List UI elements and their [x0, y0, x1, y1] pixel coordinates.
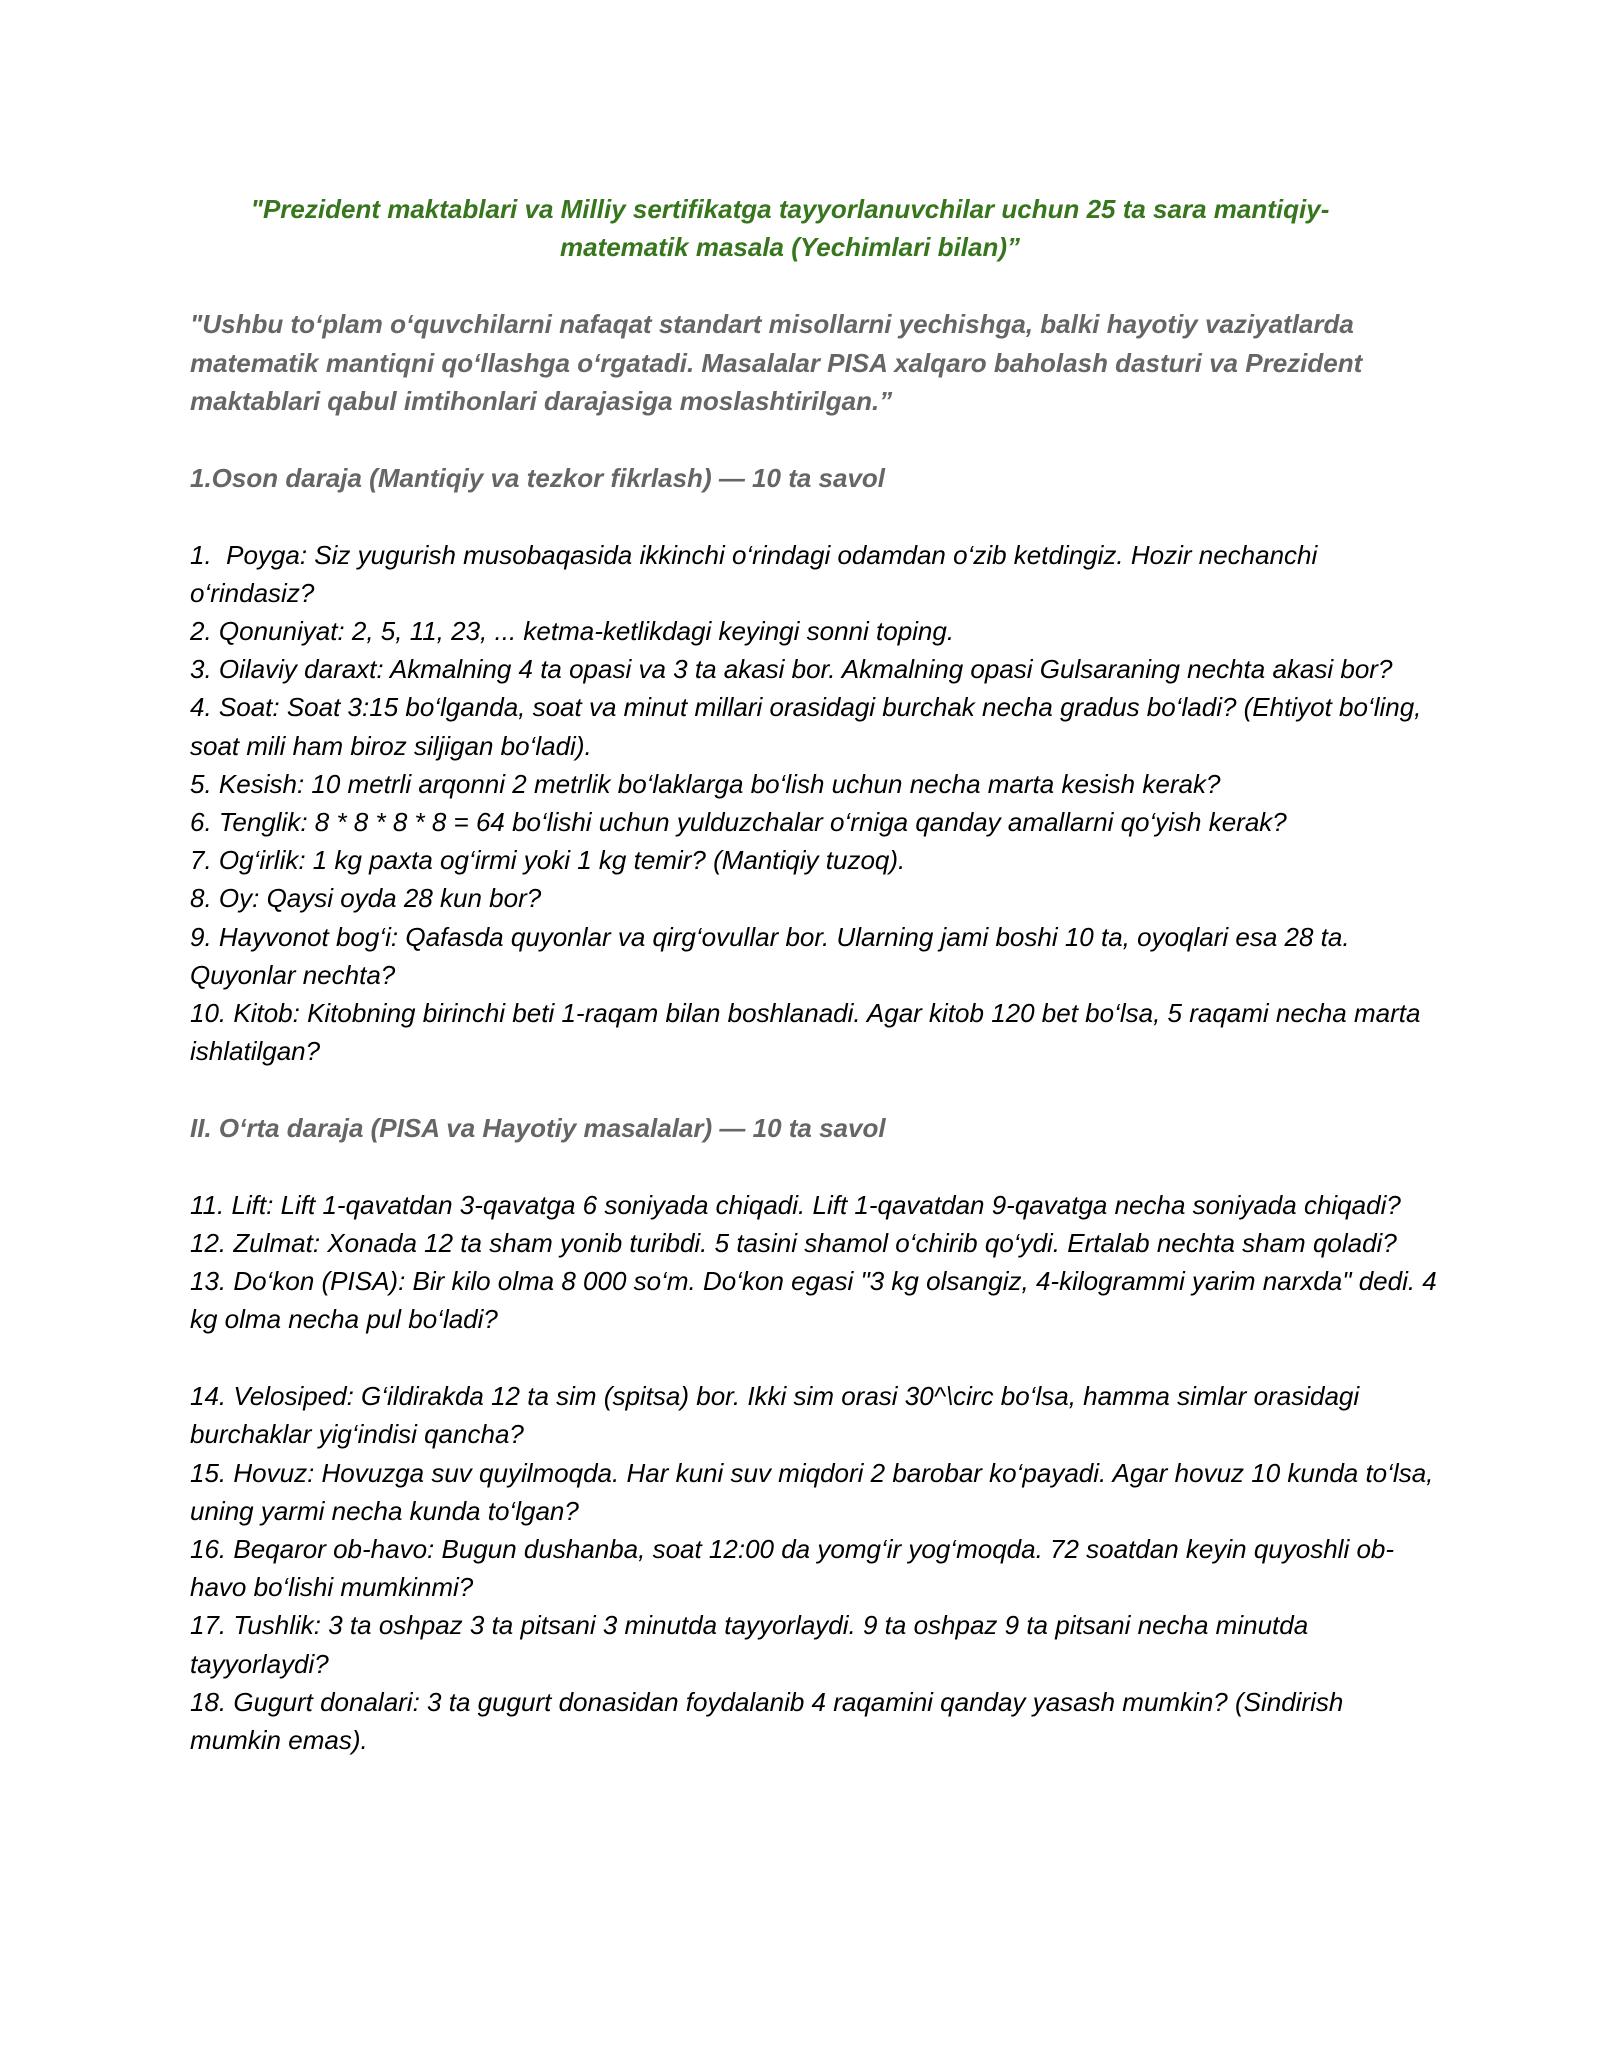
question-item: 13. Do‘kon (PISA): Bir kilo olma 8 000 so‘m. Do‘kon egasi "3 kg olsangiz, 4-kilogrammi yarim narxda" dedi. 4 kg olma necha pul bo‘ladi?: [190, 1266, 1445, 1335]
section-medium: [190, 1109, 1445, 1759]
question-item: 3. Oilaviy daraxt: Akmalning 4 ta opasi va 3 ta akasi bor. Akmalning opasi Gulsaraning nechta akasi bor?: [190, 654, 1393, 685]
question-item: 6. Tenglik: 8 * 8 * 8 * 8 = 64 bo‘lishi uchun yulduzchalar o‘rniga qanday amallarni qo‘yish kerak?: [190, 806, 1287, 837]
question-item: 18. Gugurt donalari: 3 ta gugurt donasidan foydalanib 4 raqamini qanday yasash mumkin? (Sindirish mumkin emas).: [190, 1686, 1351, 1755]
question-list: [190, 1377, 1440, 1759]
section-heading: 1.Oson daraja (Mantiqiy va tezkor fikrlash) — 10 ta savol: [190, 462, 886, 493]
question-item: 11. Lift: Lift 1-qavatdan 3-qavatga 6 soniyada chiqadi. Lift 1-qavatdan 9-qavatga necha soniyada chiqadi?: [190, 1189, 1401, 1220]
question-list: [190, 536, 1440, 1071]
question-item: 10. Kitob: Kitobning birinchi beti 1-raqam bilan boshlanadi. Agar kitob 120 bet bo‘lsa, 5 raqami necha marta ishlatilgan?: [190, 997, 1428, 1067]
paragraph-gap: [190, 1339, 1440, 1378]
section-heading: II. O‘rta daraja (PISA va Hayotiy masalalar) — 10 ta savol: [190, 1112, 886, 1143]
document-intro: "Ushbu to‘plam o‘quvchilarni nafaqat standart misollarni yechishga, balki hayotiy vaziyatlarda matematik mantiqni qo‘llashga o‘rgatadi. Masalalar PISA xalqaro baholash dasturi va Prezident maktablari qabul imtihonlari darajasiga moslashtirilgan.”: [190, 309, 1363, 416]
document-title: "Prezident maktablari va Milliy sertifikatga tayyorlanuvchilar uchun 25 ta sara mantiqiy-matematik masala (Yechimlari bilan)”: [250, 194, 1330, 262]
question-item: 8. Oy: Qaysi oyda 28 kun bor?: [190, 883, 542, 914]
question-item: 12. Zulmat: Xonada 12 ta sham yonib turibdi. 5 tasini shamol o‘chirib qo‘ydi. Ertalab nechta sham qoladi?: [190, 1228, 1397, 1259]
section-divider: [190, 1070, 1440, 1109]
question-list: [190, 1186, 1445, 1339]
question-item: 2. Qonuniyat: 2, 5, 11, 23, ... ketma-ketlikdagi keyingi sonni toping.: [190, 615, 955, 646]
section-easy: [190, 459, 1440, 1071]
question-item: 9. Hayvonot bog‘i: Qafasda quyonlar va qirg‘ovullar bor. Ularning jami boshi 10 ta, oyoqlari esa 28 ta. Quyonlar nechta?: [190, 921, 1357, 990]
question-item: 16. Beqaror ob-havo: Bugun dushanba, soat 12:00 da yomg‘ir yog‘moqda. 72 soatdan keyin quyoshli ob-havo bo‘lishi mumkinmi?: [190, 1533, 1395, 1603]
question-item: 7. Og‘irlik: 1 kg paxta og‘irmi yoki 1 kg temir? (Mantiqiy tuzoq).: [190, 845, 906, 876]
question-item: 15. Hovuz: Hovuzga suv quyilmoqda. Har kuni suv miqdori 2 barobar ko‘payadi. Agar hovuz 10 kunda to‘lsa, uning yarmi necha kunda to‘lgan?: [190, 1457, 1441, 1526]
question-item: 5. Kesish: 10 metrli arqonni 2 metrlik bo‘laklarga bo‘lish uchun necha marta kesish kerak?: [190, 768, 1221, 799]
document-page: [190, 190, 1445, 1759]
question-item: 17. Tushlik: 3 ta oshpaz 3 ta pitsani 3 minutda tayyorlaydi. 9 ta oshpaz 9 ta pitsani necha minutda tayyorlaydi?: [190, 1610, 1316, 1679]
question-item: 14. Velosiped: G‘ildirakda 12 ta sim (spitsa) bor. Ikki sim orasi 30^\circ bo‘lsa, hamma simlar orasidagi burchaklar yig‘indisi qancha?: [190, 1381, 1367, 1450]
question-item: 1. Poyga: Siz yugurish musobaqasida ikkinchi o‘rindagi odamdan o‘zib ketdingiz. Hozir nechanchi o‘rindasiz?: [190, 539, 1325, 608]
question-item: 4. Soat: Soat 3:15 bo‘lganda, soat va minut millari orasidagi burchak necha gradus bo‘ladi? (Ehtiyot bo‘ling, soat mili ham biroz siljigan bo‘ladi).: [190, 692, 1429, 761]
